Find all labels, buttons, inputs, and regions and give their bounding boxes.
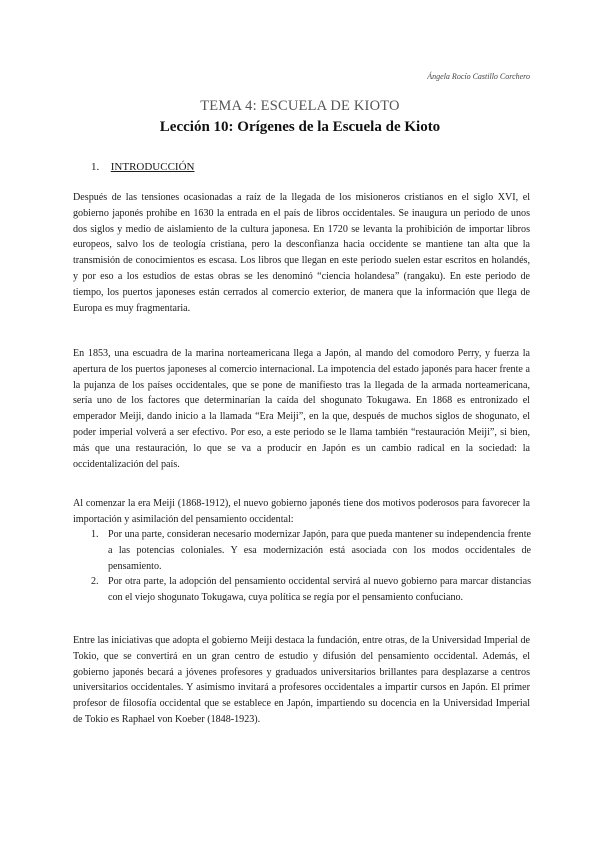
paragraph-2: En 1853, una escuadra de la marina norteamericana llega a Japón, al mando del comodoro Perry, y fuerza la apertura de los puertos japoneses al comercio internacional. La impotencia del estado japonés para hacer frente a la pujanza de los países occidentales, que se pone de manifiesto tras la llegada de la armada norteamericana, sería uno de los factores que determinarían la caída del shogunato Tokugawa. En 1868 es entronizado el emperador Meiji, dando inicio a la llamada “Era Meiji”, en la que, después de muchos siglos de shogunato, el poder imperial volverá a ser efectivo. Por eso, a este periodo se le llama también “restauración Meiji”, si bien, más que una restauración, lo que se va a producir en Japón es un cambio radical en la sociedad: la occidentalización del país.: [73, 348, 530, 470]
motives-list: [91, 527, 531, 606]
document-title: TEMA 4: ESCUELA DE KIOTO: [200, 98, 400, 114]
paragraph-3: Al comenzar la era Meiji (1868-1912), el nuevo gobierno japonés tiene dos motivos poderosos para favorecer la importación y asimilación del pensamiento occidental:: [73, 498, 530, 525]
document-subtitle: Lección 10: Orígenes de la Escuela de Kioto: [159, 119, 441, 135]
paragraph-1: Después de las tensiones ocasionadas a raíz de la llegada de los misioneros cristianos en el siglo XVI, el gobierno japonés prohíbe en 1630 la entrada en el país de libros occidentales. Se inaugura un periodo de unos dos siglos y medio de aislamiento de la cultura japonesa. En 1720 se levanta la prohibición de importar libros europeos, salvo los de teología cristiana, pero la desconfianza hacia occidente se mantiene tan alta que la transmisión de conocimientos es escasa. Los libros que llegan en este periodo suelen estar escritos en holandés, y por eso a los estudios de estas obras se les denominó “ciencia holandesa” (rangaku). En este periodo de tiempo, los puertos japoneses están cerrados al comercio exterior, de manera que la información que llega de Europa es muy fragmentaria.: [73, 192, 530, 314]
list-item-text: Por una parte, consideran necesario modernizar Japón, para que pueda mantener su independencia frente a las potencias coloniales. Y esa modernización está asociada con los modos occidentales de pensamiento.: [108, 529, 531, 572]
list-item-text: Por otra parte, la adopción del pensamiento occidental servirá al nuevo gobierno para marcar distancias con el viejo shogunato Tokugawa, cuya política se regía por el pensamiento confuciano.: [108, 576, 531, 604]
list-item-number: 2.: [91, 576, 99, 588]
list-item: [91, 527, 531, 574]
author-header: Ángela Rocío Castillo Corchero: [427, 72, 530, 81]
list-item: [91, 574, 531, 606]
list-item-number: 1.: [91, 529, 99, 540]
paragraph-4: Entre las iniciativas que adopta el gobierno Meiji destaca la fundación, entre otras, de la Universidad Imperial de Tokio, que se convertirá en un gran centro de estudio y difusión del pensamiento occidental. Además, el gobierno japonés becará a jóvenes profesores y graduados universitarios brillantes para desplazarse a centros universitarios occidentales. Y asimismo invitará a profesores occidentales a impartir cursos en Japón. El primer profesor de filosofía occidental que se establece en Japón, impartiendo su docencia en la Universidad Imperial de Tokio es Raphael von Koeber (1848-1923).: [73, 635, 530, 725]
section-number: 1.: [91, 161, 100, 173]
section-heading: [91, 161, 194, 173]
section-title: INTRODUCCIÓN: [110, 161, 195, 173]
